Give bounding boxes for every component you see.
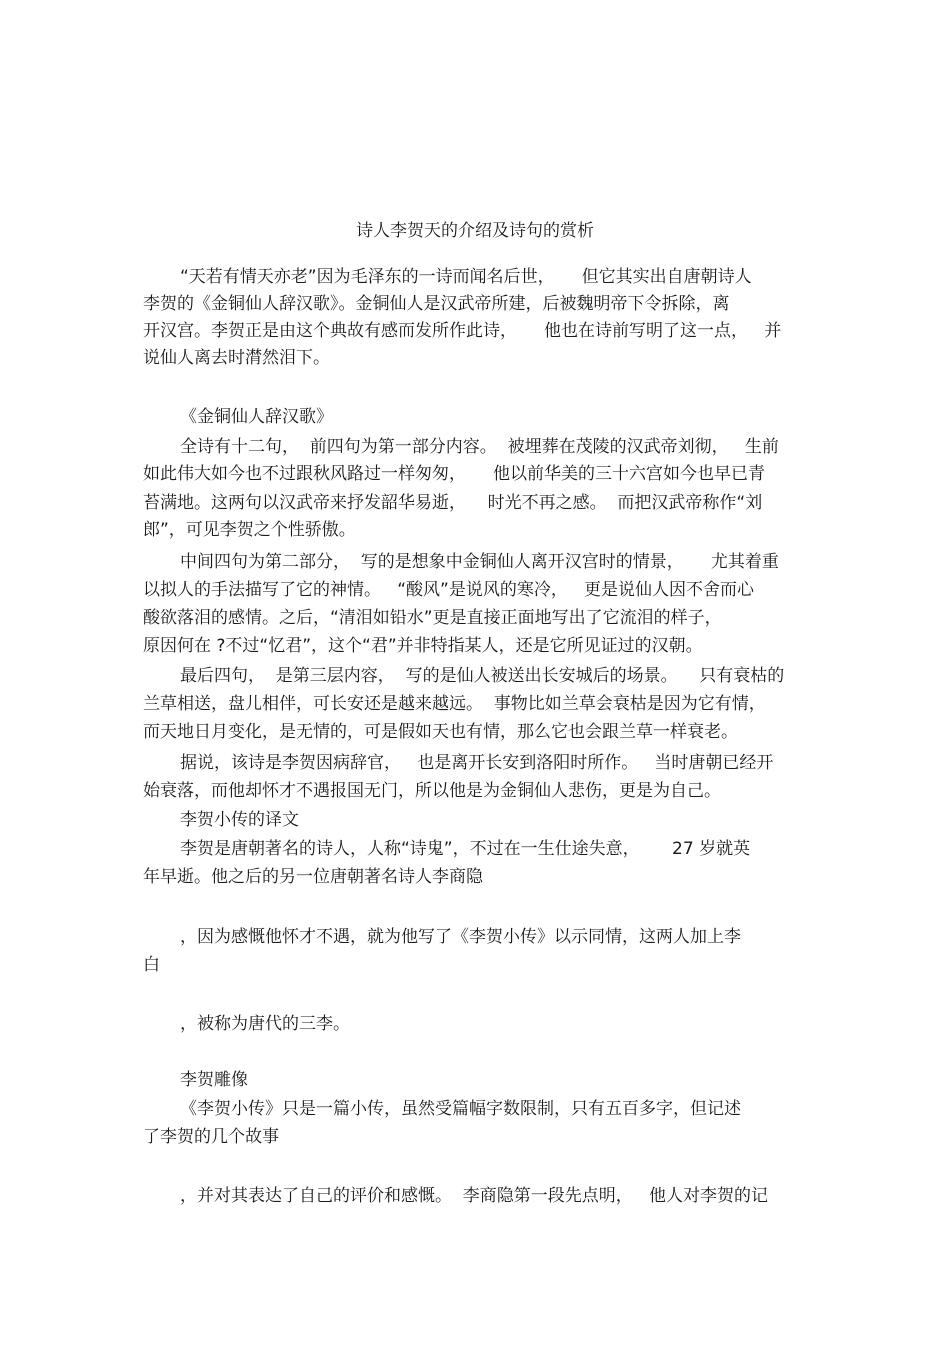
section-heading: 李贺雕像 (180, 1070, 248, 1090)
text-line: 了李贺的几个故事 (143, 1127, 279, 1147)
text-line: 李贺的《金铜仙人辞汉歌》。金铜仙人是汉武帝所建，后被魏明帝下令拆除，离 (143, 294, 730, 314)
text-line: 原因何在 ?不过“忆君”，这个“君”并非特指某人，还是它所见证过的汉朝。 (143, 636, 703, 656)
text-line: 据说，该诗是李贺因病辞官， 也是离开长安到洛阳时所作。 当时唐朝已经开 (180, 753, 774, 773)
text-line: 《李贺小传》只是一篇小传，虽然受篇幅字数限制，只有五百多字，但记述 (180, 1099, 741, 1119)
text-line: “天若有情天亦老”因为毛泽东的一诗而闻名后世， 但它其实出自唐朝诗人 (180, 267, 752, 287)
text-line: ，因为感慨他怀才不遇，就为他写了《李贺小传》以示同情，这两人加上李 (180, 927, 741, 947)
text-line: 郎”，可见李贺之个性骄傲。 (143, 520, 356, 540)
text-line: 而天地日月变化，是无情的，可是假如天也有情，那么它也会跟兰草一样衰老。 (143, 722, 738, 742)
text-line: 全诗有十二句， 前四句为第一部分内容。 被埋葬在茂陵的汉武帝刘彻， 生前 (180, 437, 779, 457)
text-line: 始衰落，而他却怀才不遇报国无门，所以他是为金铜仙人悲伤，更是为自己。 (143, 781, 721, 801)
section-heading: 《金铜仙人辞汉歌》 (180, 407, 333, 427)
text-line: ，并对其表达了自己的评价和感慨。 李商隐第一段先点明， 他人对李贺的记 (180, 1186, 769, 1206)
text-line: 最后四句， 是第三层内容， 写的是仙人被送出长安城后的场景。 只有衰枯的 (180, 666, 785, 686)
text-line: 白 (143, 955, 160, 975)
text-line: 开汉宫。李贺正是由这个典故有感而发所作此诗， 他也在诗前写明了这一点， 并 (143, 321, 782, 341)
text-line: 李贺是唐朝著名的诗人，人称“诗鬼”，不过在一生仕途失意， 27 岁就英 (180, 839, 751, 859)
text-line: ，被称为唐代的三李。 (180, 1014, 350, 1034)
text-line: 说仙人离去时潸然泪下。 (143, 348, 330, 368)
text-line: 如此伟大如今也不过跟秋风路过一样匆匆， 他以前华美的三十六宫如今也早已青 (143, 464, 766, 484)
text-line: 以拟人的手法描写了它的神情。 “酸风”是说风的寒冷， 更是说仙人因不舍而心 (143, 580, 755, 600)
document-title: 诗人李贺天的介绍及诗句的赏析 (356, 221, 594, 241)
text-line: 酸欲落泪的感情。之后，“清泪如铅水”更是直接正面地写出了它流泪的样子， (143, 608, 722, 628)
section-heading: 李贺小传的译文 (180, 810, 299, 830)
text-line: 兰草相送，盘儿相伴，可长安还是越来越远。 事物比如兰草会衰枯是因为它有情， (143, 694, 766, 714)
text-line: 苔满地。这两句以汉武帝来抒发韶华易逝， 时光不再之感。 而把汉武帝称作“刘 (143, 493, 763, 513)
text-line: 年早逝。他之后的另一位唐朝著名诗人李商隐 (143, 867, 483, 887)
text-line: 中间四句为第二部分， 写的是想象中金铜仙人离开汉宫时的情景， 尤其着重 (180, 552, 779, 572)
